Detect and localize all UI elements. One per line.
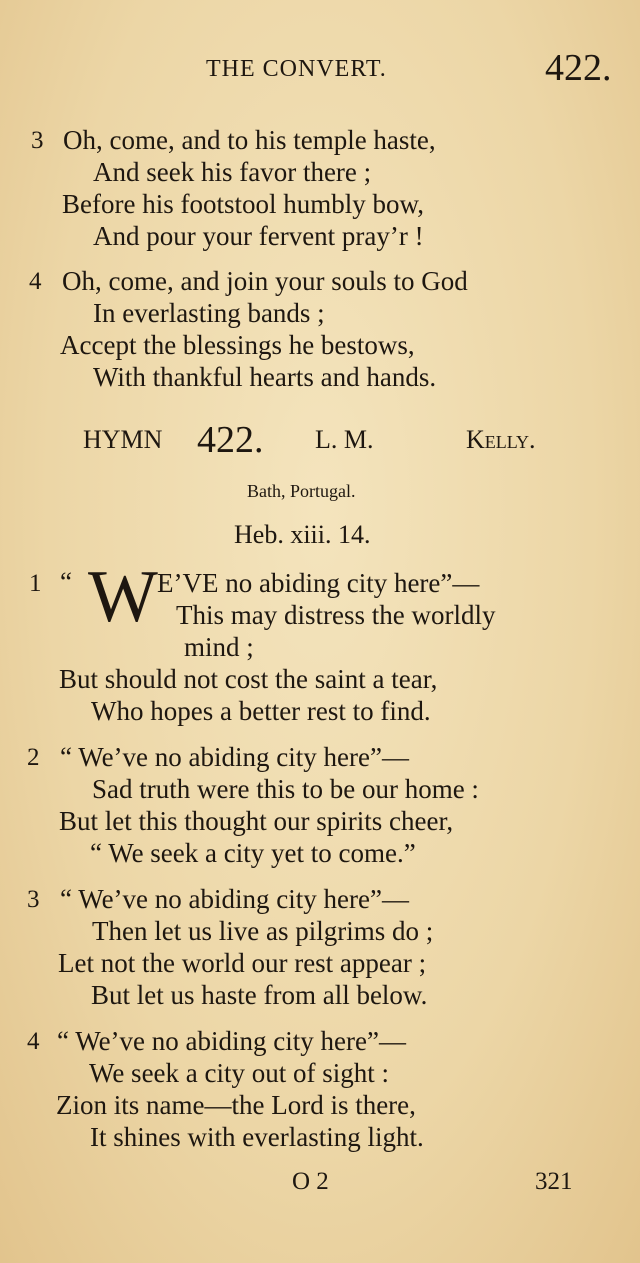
hymn-meter: L. M. [315, 425, 374, 454]
tune-name: Bath, Portugal. [247, 481, 356, 501]
verse-number: 1 [29, 570, 42, 597]
verse-line: This may distress the worldly [176, 600, 496, 630]
verse-line: But let this thought our spirits cheer, [59, 806, 454, 836]
verse-number: 3 [31, 127, 44, 154]
verse-line: And seek his favor there ; [93, 157, 372, 187]
verse-line: Before his footstool humbly bow, [62, 189, 424, 219]
hymn-author: Kelly. [466, 425, 536, 454]
signature-mark: O 2 [292, 1168, 329, 1195]
verse-line: But should not cost the saint a tear, [59, 664, 438, 694]
open-quote: “ [60, 567, 72, 597]
verse-line: “ We’ve no abiding city here”— [60, 742, 409, 772]
drop-cap: W [88, 556, 158, 638]
header-page-number: 422. [545, 47, 612, 89]
verse-line: Sad truth were this to be our home : [92, 774, 479, 804]
verse-line: Oh, come, and to his temple haste, [63, 125, 436, 155]
verse-line: Accept the blessings he bestows, [60, 330, 415, 360]
hymn-label: HYMN [83, 425, 163, 454]
verse-line: But let us haste from all below. [91, 980, 428, 1010]
verse-number: 3 [27, 886, 40, 913]
verse-line: It shines with everlasting light. [90, 1122, 424, 1152]
verse-number: 4 [27, 1028, 40, 1055]
scripture-reference: Heb. xiii. 14. [234, 520, 371, 549]
footer-page-number: 321 [535, 1168, 573, 1195]
verse-number: 4 [29, 268, 42, 295]
verse-line: Then let us live as pilgrims do ; [92, 916, 434, 946]
verse-line: “ We seek a city yet to come.” [90, 838, 416, 868]
verse-line: Zion its name—the Lord is there, [56, 1090, 416, 1120]
verse-line: Oh, come, and join your souls to God [62, 266, 468, 296]
verse-line: In everlasting bands ; [93, 298, 325, 328]
verse-line: “ We’ve no abiding city here”— [60, 884, 409, 914]
verse-line: Who hopes a better rest to find. [91, 696, 431, 726]
verse-line: mind ; [184, 632, 254, 662]
running-title: THE CONVERT. [206, 56, 387, 82]
verse-line: Let not the world our rest appear ; [58, 948, 427, 978]
verse-line: “ We’ve no abiding city here”— [57, 1026, 406, 1056]
verse-number: 2 [27, 744, 40, 771]
verse-line: We seek a city out of sight : [89, 1058, 390, 1088]
verse-line: With thankful hearts and hands. [93, 362, 437, 392]
hymn-number: 422. [197, 419, 264, 461]
verse-line: E’VE no abiding city here”— [157, 568, 480, 598]
verse-line: And pour your fervent pray’r ! [93, 221, 424, 251]
